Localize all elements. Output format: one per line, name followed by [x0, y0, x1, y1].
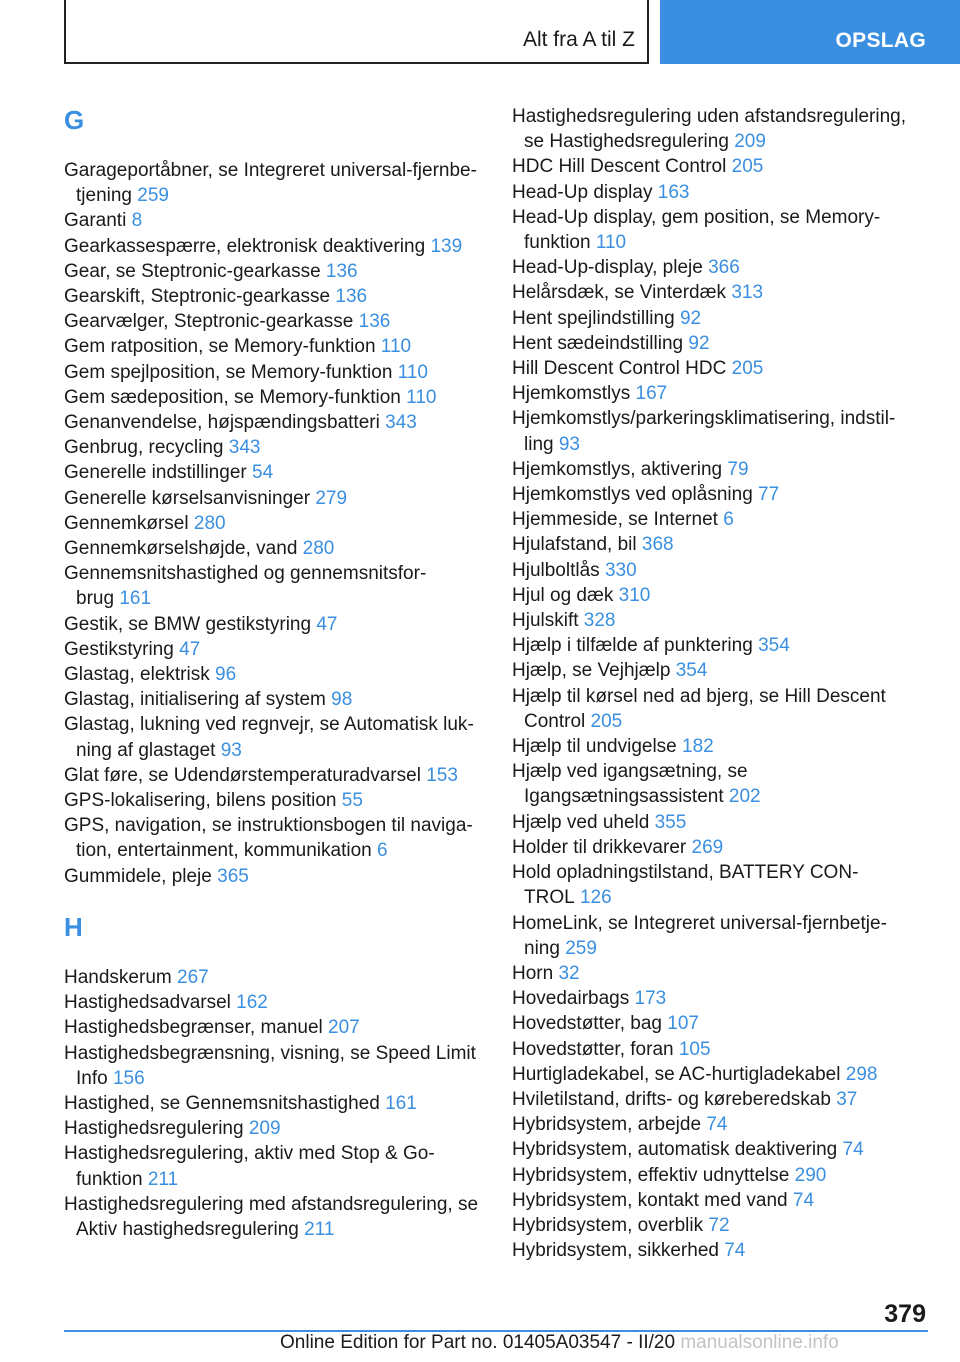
index-entry-text: Hjælp, se Vejhjælp — [512, 660, 671, 682]
page-reference-link[interactable]: 54 — [252, 462, 274, 484]
page-reference-link[interactable]: 110 — [397, 361, 428, 383]
index-entry-text: Garanti — [64, 210, 127, 232]
index-entry-text: Hjemmeside, se Internet — [512, 509, 718, 531]
watermark-text: manualsonline.info — [680, 1332, 839, 1353]
index-entry — [64, 788, 484, 813]
index-entry-text: Hastighedsregulering uden afstandsregulering, se Hastighedsregulering — [512, 106, 906, 153]
index-entry-text: Hjælp til kørsel ned ad bjerg, se Hill Descent Control — [512, 685, 886, 732]
index-entry-text: Hjulafstand, bil — [512, 534, 637, 556]
index-entry — [512, 507, 912, 532]
index-entry-text: Hjælp i tilfælde af punktering — [512, 635, 753, 657]
index-entry-text: Gem sædeposition, se Memory-funktion — [64, 386, 401, 408]
page-reference-link[interactable]: 47 — [179, 638, 201, 660]
page-reference-link[interactable]: 354 — [758, 635, 790, 657]
page-reference-link[interactable]: 136 — [335, 286, 368, 308]
index-entry — [512, 457, 912, 482]
index-entry — [64, 385, 484, 410]
index-entry-text: Gearskift, Steptronic-gearkasse — [64, 286, 331, 308]
index-entry — [512, 306, 912, 331]
index-entry — [64, 511, 484, 536]
page-reference-link[interactable]: 211 — [147, 1168, 179, 1190]
index-entry-text: Hjælp ved igangsætning, se Igangsætningsassistent — [512, 761, 748, 808]
page-reference-link[interactable]: 37 — [836, 1088, 858, 1110]
index-entry — [512, 583, 912, 608]
index-entry — [512, 482, 912, 507]
page-reference-link[interactable]: 343 — [385, 412, 417, 434]
page-reference-link[interactable]: 280 — [302, 538, 335, 560]
index-entry-text: Hastighed, se Gennemsnitshastighed — [64, 1092, 380, 1114]
index-entry — [64, 1141, 484, 1191]
page-reference-link[interactable]: 267 — [177, 966, 209, 988]
page-reference-link[interactable]: 207 — [328, 1017, 360, 1039]
index-entry-text: Hovedstøtter, foran — [512, 1038, 674, 1060]
index-entry-text: Hviletilstand, drifts- og køreberedskab — [512, 1088, 831, 1110]
page-reference-link[interactable]: 8 — [131, 210, 143, 232]
index-entry — [512, 558, 912, 583]
index-entry — [512, 608, 912, 633]
index-entry-text: Hybridsystem, arbejde — [512, 1114, 702, 1136]
index-entry-text: Hastighedsbegrænser, manuel — [64, 1017, 323, 1039]
index-entry — [512, 331, 912, 356]
index-entry — [512, 180, 912, 205]
index-entry-text: Hybridsystem, automatisk deaktivering — [512, 1139, 838, 1161]
page-reference-link[interactable]: 205 — [731, 358, 764, 380]
index-entry — [512, 860, 912, 910]
index-entry — [512, 532, 912, 557]
page-reference-link[interactable]: 259 — [565, 937, 597, 959]
page-reference-link[interactable]: 74 — [842, 1139, 864, 1161]
page-reference-link[interactable]: 6 — [723, 509, 734, 531]
index-entry — [512, 734, 912, 759]
index-entry — [512, 684, 912, 734]
index-entry-text: Genbrug, recycling — [64, 437, 224, 459]
index-entry-text: Hovedstøtter, bag — [512, 1013, 662, 1035]
index-entry — [512, 154, 912, 179]
page-reference-link[interactable]: 74 — [792, 1189, 815, 1211]
page-reference-link[interactable]: 173 — [634, 988, 667, 1010]
index-entry-text: Glastag, initialisering af system — [64, 689, 326, 711]
page-reference-link[interactable]: 153 — [426, 764, 458, 786]
page-reference-link[interactable]: 279 — [315, 487, 348, 509]
page-reference-link[interactable]: 205 — [590, 710, 623, 732]
page-reference-link[interactable]: 79 — [727, 458, 749, 480]
index-entry-text: GPS-lokalisering, bilens position — [64, 790, 337, 812]
index-entry — [64, 460, 484, 485]
page-number: 379 — [884, 1300, 926, 1328]
index-entry-text: Hjulboltlås — [512, 559, 600, 581]
index-entry — [64, 712, 484, 762]
lookup-tab[interactable] — [660, 0, 960, 64]
index-entry — [512, 1062, 912, 1087]
index-entry — [64, 1041, 484, 1091]
page-reference-link[interactable]: 162 — [236, 992, 268, 1014]
index-entry-text: Hjul og dæk — [512, 584, 614, 606]
index-entry — [512, 633, 912, 658]
index-entry-text: Gennemsnitshastighed og gennemsnitsforbrug — [64, 563, 427, 610]
index-entry — [64, 1192, 484, 1242]
index-entry — [64, 309, 484, 334]
index-entry — [64, 486, 484, 511]
letter-heading-h: H — [64, 911, 83, 942]
page-reference-link[interactable]: 136 — [358, 311, 391, 333]
index-entry — [64, 1091, 484, 1116]
index-entry — [64, 1015, 484, 1040]
index-entry-text: Head-Up-display, pleje — [512, 257, 703, 279]
index-entry-text: Handskerum — [64, 966, 172, 988]
index-entry-text: Hill Descent Control HDC — [512, 358, 727, 380]
page-reference-link[interactable]: 161 — [385, 1092, 417, 1114]
index-entry — [512, 1213, 912, 1238]
index-entry-text: Hjælp til undvigelse — [512, 736, 677, 758]
index-column-left — [64, 104, 484, 1242]
index-entry-text: Hastighedsregulering, aktiv med Stop & Go-funktion — [64, 1143, 435, 1190]
index-entry — [64, 813, 484, 863]
page-reference-link[interactable]: 280 — [193, 512, 226, 534]
page-reference-link[interactable]: 343 — [228, 437, 261, 459]
index-entry-text: Gem ratposition, se Memory-funktion — [64, 336, 376, 358]
page-reference-link[interactable]: 156 — [112, 1067, 145, 1089]
index-entry-text: Hurtigladekabel, se AC-hurtigladekabel — [512, 1063, 841, 1085]
page-reference-link[interactable]: 313 — [731, 282, 764, 304]
index-list-g — [64, 158, 484, 889]
footer-edition — [280, 1332, 839, 1354]
page-reference-link[interactable]: 355 — [654, 811, 687, 833]
index-entry-text: Horn — [512, 962, 554, 984]
index-entry — [64, 284, 484, 309]
index-entry-text: Hold opladningstilstand, BATTERY CONTROL — [512, 862, 859, 909]
page-reference-link[interactable]: 259 — [137, 185, 169, 207]
index-entry-text: Gennemkørselshøjde, vand — [64, 538, 298, 560]
index-entry — [64, 990, 484, 1015]
index-entry — [64, 965, 484, 990]
index-entry — [512, 406, 912, 456]
index-entry-text: Hovedairbags — [512, 988, 630, 1010]
index-entry — [512, 1112, 912, 1137]
index-entry-text: HDC Hill Descent Control — [512, 156, 727, 178]
index-entry — [512, 1037, 912, 1062]
index-entry — [512, 835, 912, 860]
index-entry-text: Hent spejlindstilling — [512, 307, 675, 329]
index-list-h — [64, 965, 484, 1242]
index-entry — [512, 1188, 912, 1213]
index-entry — [64, 435, 484, 460]
index-entry-text: Hent sædeindstilling — [512, 332, 684, 354]
page-reference-link[interactable]: 32 — [558, 962, 580, 984]
index-entry — [512, 205, 912, 255]
edition-text: Online Edition for Part no. 01405A03547 - II/20 — [280, 1332, 676, 1353]
index-entry-text: Hjemkomstlys — [512, 383, 631, 405]
page-reference-link[interactable]: 77 — [758, 484, 780, 506]
letter-heading-g: G — [64, 105, 85, 135]
page-reference-link[interactable]: 209 — [734, 131, 766, 153]
page-reference-link[interactable]: 365 — [217, 865, 249, 887]
page-reference-link[interactable]: 182 — [682, 736, 714, 758]
index-entry — [64, 637, 484, 662]
index-entry-text: Gearvælger, Steptronic-gearkasse — [64, 311, 354, 333]
page-reference-link[interactable]: 328 — [583, 610, 616, 632]
index-entry — [512, 658, 912, 683]
index-entry — [512, 1011, 912, 1036]
page-reference-link[interactable]: 269 — [691, 836, 724, 858]
page-reference-link[interactable]: 366 — [708, 257, 740, 279]
page-reference-link[interactable]: 107 — [667, 1013, 699, 1035]
index-entry-text: Glastag, elektrisk — [64, 664, 210, 686]
index-entry — [512, 1137, 912, 1162]
index-entry — [512, 810, 912, 835]
index-entry-text: HomeLink, se Integreret universal-fjernbetjening — [512, 912, 887, 959]
index-entry — [512, 104, 912, 154]
page-reference-link[interactable]: 72 — [708, 1214, 730, 1236]
index-entry-text: Gummidele, pleje — [64, 865, 212, 887]
index-entry — [64, 687, 484, 712]
page-reference-link[interactable]: 110 — [406, 386, 437, 408]
index-entry — [512, 381, 912, 406]
page-reference-link[interactable]: 55 — [341, 790, 363, 812]
index-entry — [64, 234, 484, 259]
index-entry-text: Helårsdæk, se Vinterdæk — [512, 282, 727, 304]
index-entry — [512, 986, 912, 1011]
page-reference-link[interactable]: 368 — [641, 534, 674, 556]
index-entry-text: Hjælp ved uheld — [512, 811, 650, 833]
section-title: Alt fra A til Z — [522, 28, 635, 51]
index-entry — [64, 612, 484, 637]
index-entry — [64, 763, 484, 788]
index-entry-text: Hybridsystem, effektiv udnyttelse — [512, 1164, 790, 1186]
index-entry-text: Glastag, lukning ved regnvejr, se Automatisk lukning af glastaget — [64, 714, 474, 761]
index-entry-text: Hybridsystem, overblik — [512, 1214, 704, 1236]
index-entry-text: Holder til drikkevarer — [512, 836, 687, 858]
page-reference-link[interactable]: 202 — [728, 786, 761, 808]
index-entry-text: Gestikstyring — [64, 638, 174, 660]
index-entry — [64, 259, 484, 284]
page-reference-link[interactable]: 310 — [618, 584, 651, 606]
page-reference-link[interactable]: 93 — [220, 739, 242, 761]
index-entry-text: Glat føre, se Udendørstemperaturadvarsel — [64, 764, 421, 786]
index-entry — [512, 255, 912, 280]
page-reference-link[interactable]: 290 — [794, 1164, 827, 1186]
index-entry — [64, 864, 484, 889]
page-reference-link[interactable]: 211 — [304, 1218, 335, 1240]
page-reference-link[interactable]: 6 — [377, 840, 388, 862]
section-header-box — [64, 0, 649, 64]
index-entry — [512, 356, 912, 381]
index-entry-text: Hastighedsadvarsel — [64, 992, 231, 1014]
index-entry — [64, 360, 484, 385]
index-entry-text: Hjemkomstlys ved oplåsning — [512, 484, 753, 506]
index-entry — [512, 759, 912, 809]
index-entry — [64, 410, 484, 435]
page-reference-link[interactable]: 92 — [679, 307, 702, 329]
page-reference-link[interactable]: 93 — [558, 433, 580, 455]
index-entry — [64, 561, 484, 611]
page-reference-link[interactable]: 330 — [604, 559, 637, 581]
page-reference-link[interactable]: 74 — [724, 1240, 746, 1262]
page-reference-link[interactable]: 161 — [119, 588, 152, 610]
page-reference-link[interactable]: 47 — [316, 613, 338, 635]
page-reference-link[interactable]: 205 — [731, 156, 764, 178]
lookup-tab-label: OPSLAG — [835, 29, 926, 52]
index-entry — [512, 911, 912, 961]
page-reference-link[interactable]: 105 — [678, 1038, 711, 1060]
index-entry-text: Generelle kørselsanvisninger — [64, 487, 311, 509]
page-reference-link[interactable]: 110 — [380, 336, 412, 358]
index-entry — [512, 280, 912, 305]
page-reference-link[interactable]: 298 — [845, 1063, 878, 1085]
page-reference-link[interactable]: 209 — [248, 1118, 281, 1140]
page-reference-link[interactable]: 96 — [215, 664, 237, 686]
index-entry-text: Generelle indstillinger — [64, 462, 247, 484]
index-entry — [512, 1163, 912, 1188]
page-reference-link[interactable]: 139 — [430, 235, 463, 257]
index-entry — [512, 1238, 912, 1263]
index-entry-text: Gennemkørsel — [64, 512, 189, 534]
page-reference-link[interactable]: 354 — [675, 660, 708, 682]
index-entry-text: Head-Up display, gem position, se Memory-funktion — [512, 206, 881, 254]
index-entry-text: Hastighedsbegrænsning, visning, se Speed Limit Info — [64, 1042, 476, 1089]
index-entry — [64, 334, 484, 359]
index-entry — [512, 1087, 912, 1112]
index-entry-text: Hybridsystem, sikkerhed — [512, 1240, 719, 1262]
index-entry-text: Head-Up display — [512, 181, 653, 203]
index-entry-text: Gestik, se BMW gestikstyring — [64, 613, 312, 635]
page-reference-link[interactable]: 126 — [579, 887, 612, 909]
index-entry-text: Garageportåbner, se Integreret universal-fjernbetjening — [64, 160, 477, 207]
page-reference-link[interactable]: 110 — [595, 232, 627, 254]
page-reference-link[interactable]: 136 — [325, 260, 358, 282]
index-entry — [64, 208, 484, 233]
index-entry-text: Gem spejlposition, se Memory-funktion — [64, 361, 393, 383]
index-entry — [64, 536, 484, 561]
index-entry — [64, 662, 484, 687]
index-entry-text: GPS, navigation, se instruktionsbogen til navigation, entertainment, kommunikation — [64, 815, 473, 862]
index-list-h-continued — [512, 104, 912, 1263]
index-entry-text: Hjemkomstlys, aktivering — [512, 458, 723, 480]
index-entry — [512, 961, 912, 986]
page-reference-link[interactable]: 92 — [688, 332, 710, 354]
page-reference-link[interactable]: 163 — [657, 181, 690, 203]
index-entry-text: Hybridsystem, kontakt med vand — [512, 1189, 788, 1211]
page-reference-link[interactable]: 98 — [331, 689, 353, 711]
index-entry-text: Gear, se Steptronic-gearkasse — [64, 260, 321, 282]
index-entry-text: Genanvendelse, højspændingsbatteri — [64, 412, 380, 434]
page-reference-link[interactable]: 74 — [706, 1114, 728, 1136]
index-entry-text: Hjemkomstlys/parkeringsklimatisering, indstilling — [512, 408, 896, 455]
index-entry — [64, 1116, 484, 1141]
index-entry-text: Hastighedsregulering med afstandsregulering, se Aktiv hastighedsregulering — [64, 1193, 479, 1240]
page-reference-link[interactable]: 167 — [635, 383, 668, 405]
index-column-right — [512, 104, 912, 1263]
index-entry-text: Hjulskift — [512, 610, 579, 632]
index-entry-text: Gearkassespærre, elektronisk deaktivering — [64, 235, 426, 257]
index-entry-text: Hastighedsregulering — [64, 1118, 244, 1140]
index-entry — [64, 158, 484, 208]
